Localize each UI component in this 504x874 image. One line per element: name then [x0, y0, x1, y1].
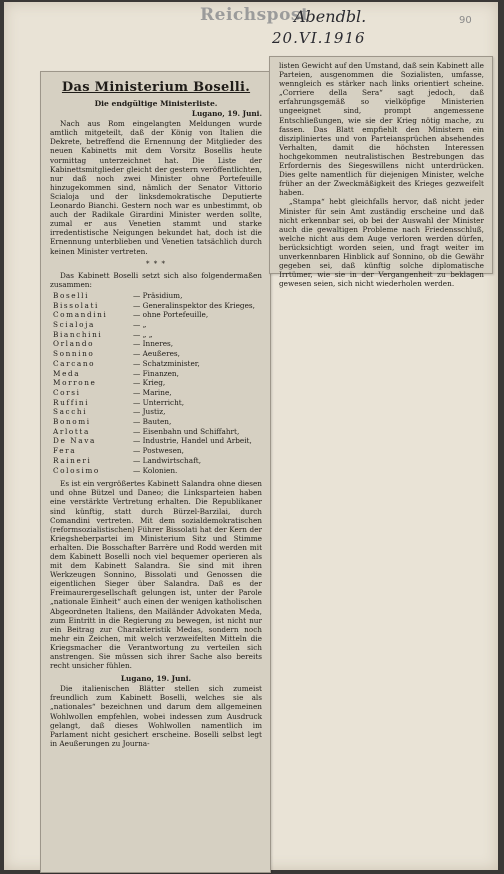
article-clipping-continuation — [269, 56, 493, 289]
minister-name: Sonnino — [53, 349, 95, 359]
minister-name: Bissolati — [53, 300, 99, 310]
minister-entry — [53, 349, 262, 359]
handwritten-edition-note: Abendbl. — [294, 7, 367, 26]
minister-name: De Nava — [53, 436, 96, 446]
handwritten-date: 20.VI.1916 — [272, 29, 366, 47]
minister-entry — [53, 398, 262, 408]
minister-entry — [53, 466, 262, 476]
minister-entry — [53, 417, 262, 427]
minister-name: Sacchi — [53, 407, 88, 417]
minister-entry — [53, 359, 262, 369]
minister-portfolio: — ohne Portefeuille, — [133, 310, 209, 320]
article-title: Das Ministerium Boselli. — [61, 80, 251, 95]
minister-entry — [53, 427, 262, 437]
minister-portfolio: — Kolonien. — [133, 465, 178, 475]
minister-name: Corsi — [53, 387, 81, 397]
minister-list — [53, 291, 262, 475]
minister-entry — [53, 388, 262, 398]
minister-portfolio: — Präsidium, — [133, 290, 183, 300]
minister-entry — [53, 301, 262, 311]
minister-entry — [53, 407, 262, 417]
minister-portfolio: — „ — [133, 319, 147, 329]
minister-entry — [53, 378, 262, 388]
minister-name: Carcano — [53, 358, 96, 368]
continuation-paragraph-stampa: „Stampa“ hebt gleichfalls hervor, daß nicht jeder Minister für sein Amt zuständig erscheine und daß nicht erkennbar sei, ob bei der Auswahl der Minister auch die gewaltigen Probleme nach Friedensschluß, welche nicht aus dem Auge verloren werden dürfen, berücksichtigt worden seien, und fragt weiter im unverkennbaren Hinblick auf Sonnino, ob die Gewähr gegeben sei, daß künftig solche diplomatische Irrtümer, wie sie in der Vergangenheit zu beklagen gewesen seien, sich nicht wiederholen werden. — [279, 197, 484, 289]
minister-name: Morrone — [53, 378, 97, 388]
dateline-first: Lugano, 19. Juni. — [191, 109, 262, 119]
minister-entry — [53, 330, 262, 340]
minister-portfolio: — Industrie, Handel und Arbeit, — [133, 436, 252, 446]
minister-entry — [53, 310, 262, 320]
minister-name: Arlotta — [53, 426, 90, 436]
minister-portfolio: — Bauten, — [133, 417, 172, 427]
minister-entry — [53, 339, 262, 349]
minister-name: Meda — [53, 368, 81, 378]
minister-portfolio: — „ „ — [133, 329, 153, 339]
minister-portfolio: — Justiz, — [133, 407, 166, 417]
minister-entry — [53, 291, 262, 301]
dateline-second: Lugano, 19. Juni. — [120, 674, 192, 684]
minister-portfolio: — Unterricht, — [133, 397, 185, 407]
minister-portfolio: — Aeußeres, — [133, 349, 180, 359]
paragraph-press-reaction: Die italienischen Blätter stellen sich zumeist freundlich zum Kabinett Boselli, welches sie als „nationales“ bezeichnen und darum dem allgemeinen Wohlwollen empfehlen, wobei indessen zum Ausdruck gelangt, daß dieses Wohlwollen namentlich im Parlament nicht gesichert erscheine. Boselli selbst legt in Aeußerungen zu Journa- — [50, 684, 262, 748]
paragraph-analysis: Es ist ein vergrößertes Kabinett Salandra ohne diesen und ohne Bützel und Daneo; die Linksparteien haben eine verstärkte Vertretung erhalten. Die Republikaner sind künftig, statt durch Bürzel-Barzilai, durch Comandini vertreten. Mit dem sozialdemokratischen (reformsozialistischen) Führer Bissolati hat der Kern der Kriegsheberpartei im Ministerium Sitz und Stimme erhalten. Die Bosschafter Barrère und Rodd werden mit dem Kabinett Boselli noch viel bequemer operieren als mit dem Kabinett Salandra. Sie sind mit ihren Werkzeugen Sonnino, Bissolati und Genossen die eigentlichen Sieger über Salandra. Daß es der Freimaurergesellschaft gelungen ist, unter der Parole „nationale Einheit“ auch einen der wenigen katholischen Abgeordneten Italiens, den Mailänder Advokaten Meda, zum Eintritt in die Regierung zu bewegen, ist nicht nur ein Beitrag zur Charakteristik Medas, sondern noch mehr ein Zeichen, mit welch verzweifelten Mitteln die Kriegsmacher die Verantwortung zu verteilen sich anstrengen. Sie müssen sich ihrer Sache also bereits recht unsicher fühlen. — [50, 479, 262, 671]
article-subtitle: Die endgültige Ministerliste. — [94, 99, 218, 108]
minister-entry — [53, 436, 262, 446]
minister-name: Bonomi — [53, 417, 91, 427]
minister-portfolio: — Postwesen, — [133, 446, 184, 456]
minister-portfolio: — Generalinspektor des Krieges, — [133, 300, 255, 310]
minister-portfolio: — Eisenbahn und Schiffahrt, — [133, 426, 240, 436]
minister-portfolio: — Landwirtschaft, — [133, 455, 202, 465]
minister-portfolio: — Schatzminister, — [133, 358, 200, 368]
minister-name: Comandini — [53, 310, 108, 320]
article-clipping-main — [40, 71, 271, 873]
minister-entry — [53, 369, 262, 379]
minister-name: Bianchini — [53, 329, 103, 339]
paragraph-intro: Nach aus Rom eingelangten Meldungen wurde amtlich mitgeteilt, daß der König von Italien die Dekrete, betreffend die Ernennung der Mitglieder des neuen Kabinetts mit dem Vorsitz Bosellis heute vormittag unterzeichnet hat. Die Liste der Kabinettsmitglieder gleicht der gestern veröffentlichten, nur daß noch zwei Minister ohne Portefeuille hinzugekommen sind, nämlich der Senator Vittorio Scialoja und der linksdemokratische Deputierte Leonardo Bianchi. Gestern noch war es unbestimmt, ob auch der Radikale Girardini Minister werden sollte, zumal er aus Venetien stammt und starke irredentistische Neigungen bekundet hat, doch ist die Ernennung unterblieben und Venetien tatsächlich durch keinen Minister vertreten. — [50, 119, 262, 256]
minister-entry — [53, 456, 262, 466]
minister-portfolio: — Inneres, — [133, 339, 174, 349]
minister-name: Boselli — [53, 290, 90, 300]
minister-name: Raineri — [53, 455, 92, 465]
paragraph-list-intro: Das Kabinett Boselli setzt sich also folgendermaßen zusammen: — [50, 270, 262, 289]
minister-entry — [53, 446, 262, 456]
section-separator: * * * — [146, 259, 166, 268]
newspaper-stamp: Reichspost — [200, 5, 310, 25]
minister-name: Fera — [53, 446, 77, 456]
minister-name: Ruffini — [53, 397, 90, 407]
minister-entry — [53, 320, 262, 330]
minister-name: Colosimo — [53, 465, 100, 475]
page-number: 90 — [459, 15, 472, 26]
minister-name: Orlando — [53, 339, 95, 349]
continuation-paragraph-corriere: listen Gewicht auf den Umstand, daß sein Kabinett alle Parteien, ausgenommen die Sozialisten, umfasse, wenngleich es stärker nach links orientiert scheine. „Corriere della Sera“ sagt jedoch, daß erfahrungsgemäß so vielköpfige Ministerien ungeeignet sind, prompt angemessene Entschließungen, wie sie der Krieg nötig mache, zu fassen. Das Blatt empfiehlt den Ministern ein diszipliniertes und von Parteiansprüchen absehendes Verhalten, damit die höchsten Interessen hochgekommen neutralistischen Bestrebungen das Erfordernis des Siegeswillens nicht unterdrücken. Dies gelte namentlich für diejenigen Minister, welche früher an der Zweckmäßigkeit des Krieges gezweifelt haben. — [279, 61, 484, 198]
minister-portfolio: — Finanzen, — [133, 368, 179, 378]
minister-portfolio: — Marine, — [133, 387, 172, 397]
minister-name: Scialoja — [53, 319, 95, 329]
minister-portfolio: — Krieg, — [133, 378, 166, 388]
